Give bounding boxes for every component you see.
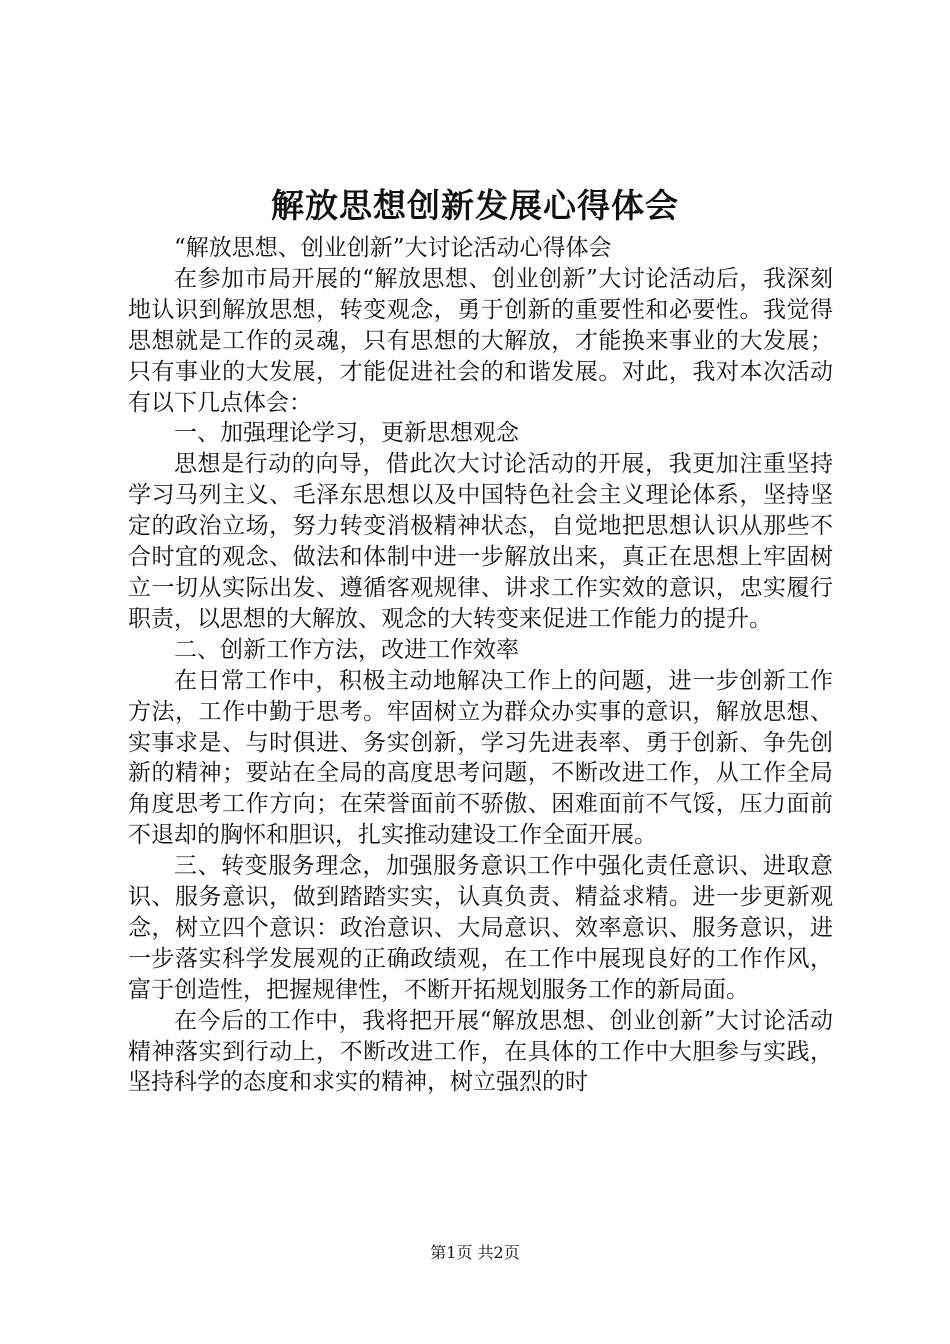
section-paragraph-2: 在日常工作中，积极主动地解决工作上的问题，进一步创新工作方法，工作中勤于思考。牢固树立为群众办实事的意识，解放思想、实事求是、与时俱进、务实创新，学习先进表率、勇于创新、争先创新的精神；要站在全局的高度思考问题，不断改进工作，从工作全局角度思考工作方向；在荣誉面前不骄傲、困难面前不气馁，压力面前不退却的胸怀和胆识，扎实推动建设工作全面开展。 [128, 667, 833, 849]
section-paragraph-1: 思想是行动的向导，借此次大讨论活动的开展，我更加注重坚持学习马列主义、毛泽东思想以及中国特色社会主义理论体系，坚持坚定的政治立场，努力转变消极精神状态，自觉地把思想认识从那些不合时宜的观念、做法和体制中进一步解放出来，真正在思想上牢固树立一切从实际出发、遵循客观规律、讲求工作实效的意识，忠实履行职责，以思想的大解放、观念的大转变来促进工作能力的提升。 [128, 451, 833, 632]
section-heading-1: 一、加强理论学习，更新思想观念 [174, 420, 519, 447]
document-body [128, 233, 833, 1098]
section-heading-2: 二、创新工作方法，改进工作效率 [174, 636, 519, 663]
closing-paragraph: 在今后的工作中，我将把开展“解放思想、创业创新”大讨论活动精神落实到行动上，不断改进工作，在具体的工作中大胆参与实践，坚持科学的态度和求实的精神，树立强烈的时 [128, 1007, 833, 1096]
page-indicator: 第1页 共2页 [430, 1243, 520, 1262]
subtitle-paragraph: “解放思想、创业创新”大讨论活动心得体会 [174, 235, 612, 261]
section-paragraph-3: 三、转变服务理念，加强服务意识工作中强化责任意识、进取意识、服务意识，做到踏踏实实，认真负责、精益求精。进一步更新观念，树立四个意识：政治意识、大局意识、效率意识、服务意识，进一步落实科学发展观的正确政绩观，在工作中展现良好的工作作风，富于创造性，把握规律性，不断开拓规划服务工作的新局面。 [128, 853, 833, 1003]
intro-paragraph: 在参加市局开展的“解放思想、创业创新”大讨论活动后，我深刻地认识到解放思想，转变观念，勇于创新的重要性和必要性。我觉得思想就是工作的灵魂，只有思想的大解放，才能换来事业的大发展；只有事业的大发展，才能促进社会的和谐发展。对此，我对本次活动有以下几点体会： [128, 265, 833, 416]
document-title: 解放思想创新发展心得体会 [271, 186, 679, 225]
